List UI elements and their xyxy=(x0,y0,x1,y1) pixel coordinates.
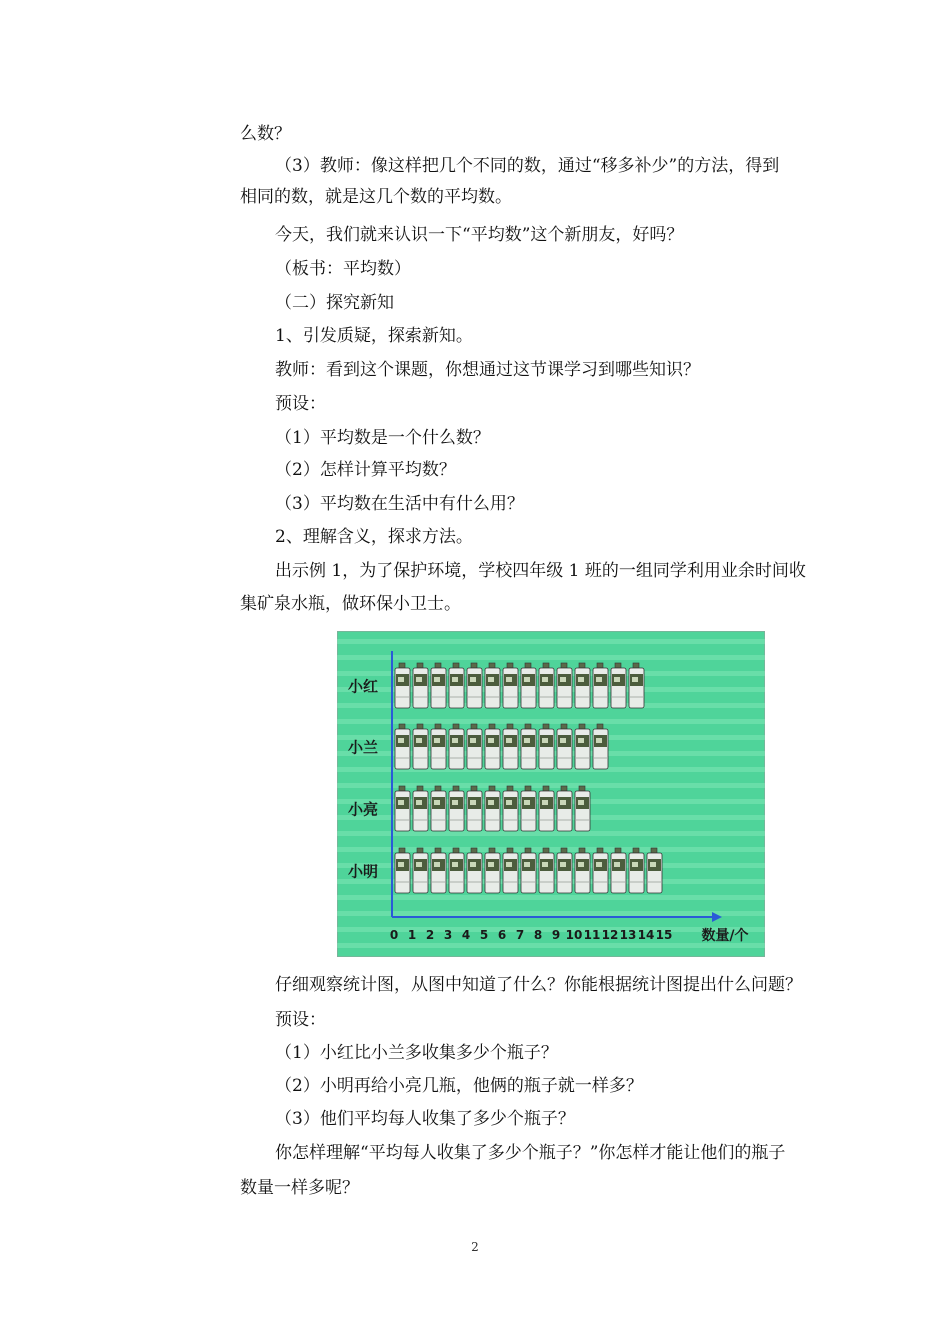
bottle-mark xyxy=(449,786,464,831)
paragraph-line: 预设： xyxy=(275,394,326,414)
bottle-mark xyxy=(521,663,536,708)
background-stripe xyxy=(337,831,765,836)
bottle-mark xyxy=(413,663,428,708)
bottle-mark xyxy=(539,848,554,893)
paragraph-line: 预设： xyxy=(275,1010,326,1030)
x-axis-label: 数量/个 xyxy=(701,928,749,944)
bottle-mark xyxy=(593,663,608,708)
bottle-mark xyxy=(395,663,410,708)
bottle-bar-chart xyxy=(337,631,765,957)
paragraph-line: 集矿泉水瓶，做环保小卫士。 xyxy=(240,594,461,614)
bottle-mark xyxy=(557,786,572,831)
category-label: 小明 xyxy=(347,862,379,881)
paragraph-line: 么数？ xyxy=(240,124,291,144)
section-heading: （二）探究新知 xyxy=(275,293,394,313)
list-item: （3）他们平均每人收集了多少个瓶子？ xyxy=(275,1109,575,1129)
x-tick-label: 11 xyxy=(583,928,601,942)
paragraph-line: 相同的数，就是这几个数的平均数。 xyxy=(240,187,512,207)
list-item: （1）平均数是一个什么数？ xyxy=(275,428,490,448)
background-stripe xyxy=(337,719,765,724)
x-tick-label: 13 xyxy=(619,928,637,942)
category-label: 小红 xyxy=(347,677,379,696)
bottle-mark xyxy=(431,786,446,831)
bottle-mark xyxy=(467,786,482,831)
bottle-mark xyxy=(503,786,518,831)
bottle-mark xyxy=(557,663,572,708)
bottle-mark xyxy=(449,724,464,769)
bottle-mark xyxy=(395,724,410,769)
paragraph-line: 数量一样多呢？ xyxy=(240,1178,359,1198)
x-tick-label: 0 xyxy=(389,928,399,942)
bottle-mark xyxy=(503,848,518,893)
background-stripe xyxy=(337,639,765,644)
bottle-mark xyxy=(431,848,446,893)
x-tick-label: 6 xyxy=(497,928,507,942)
category-label: 小兰 xyxy=(347,738,379,757)
bottle-mark xyxy=(431,724,446,769)
background-stripe xyxy=(337,895,765,900)
bottle-mark xyxy=(539,724,554,769)
x-tick-label: 15 xyxy=(655,928,673,942)
x-tick-label: 10 xyxy=(565,928,583,942)
paragraph-line: 今天，我们就来认识一下“平均数”这个新朋友，好吗？ xyxy=(275,225,684,245)
list-item: （1）小红比小兰多收集多少个瓶子？ xyxy=(275,1043,558,1063)
bottle-mark xyxy=(521,786,536,831)
bottle-mark xyxy=(413,786,428,831)
paragraph-line: 仔细观察统计图，从图中知道了什么？你能根据统计图提出什么问题？ xyxy=(275,975,802,995)
x-tick-label: 8 xyxy=(533,928,543,942)
paragraph-line: （3）教师：像这样把几个不同的数，通过“移多补少”的方法，得到 xyxy=(275,156,780,176)
bottle-mark xyxy=(431,663,446,708)
bottle-mark xyxy=(413,848,428,893)
bottle-mark xyxy=(449,663,464,708)
bottle-mark xyxy=(503,724,518,769)
bottle-mark xyxy=(467,663,482,708)
background-stripe xyxy=(337,655,765,660)
bottle-mark xyxy=(467,848,482,893)
x-tick-label: 3 xyxy=(443,928,453,942)
bottle-mark xyxy=(521,848,536,893)
bottle-mark xyxy=(575,848,590,893)
bottle-mark xyxy=(575,663,590,708)
paragraph-line: 你怎样理解“平均每人收集了多少个瓶子？”你怎样才能让他们的瓶子 xyxy=(275,1143,786,1163)
paragraph-line: 2、理解含义，探求方法。 xyxy=(275,527,473,547)
bottle-mark xyxy=(467,724,482,769)
bottle-mark xyxy=(593,848,608,893)
paragraph-line: 1、引发质疑，探索新知。 xyxy=(275,326,473,346)
paragraph-line: 教师：看到这个课题，你想通过这节课学习到哪些知识？ xyxy=(275,360,700,380)
bottle-mark xyxy=(575,724,590,769)
paragraph-line: （板书：平均数） xyxy=(275,259,411,279)
x-tick-label: 7 xyxy=(515,928,525,942)
bottle-mark xyxy=(539,663,554,708)
list-item: （2）小明再给小亮几瓶，他俩的瓶子就一样多？ xyxy=(275,1076,643,1096)
bottle-mark xyxy=(557,724,572,769)
x-tick-label: 1 xyxy=(407,928,417,942)
list-item: （3）平均数在生活中有什么用？ xyxy=(275,494,524,514)
list-item: （2）怎样计算平均数？ xyxy=(275,460,456,480)
bottle-mark xyxy=(593,724,608,769)
bottle-mark xyxy=(485,663,500,708)
bar-4 xyxy=(395,848,662,893)
page-number: 2 xyxy=(471,1240,479,1254)
bottle-mark xyxy=(413,724,428,769)
bottle-mark xyxy=(395,786,410,831)
bottle-mark xyxy=(611,663,626,708)
x-tick-label: 12 xyxy=(601,928,619,942)
bottle-mark xyxy=(539,786,554,831)
bottle-mark xyxy=(647,848,662,893)
x-tick-label: 14 xyxy=(637,928,655,942)
bottle-mark xyxy=(503,663,518,708)
bottle-mark xyxy=(395,848,410,893)
bottle-mark xyxy=(611,848,626,893)
x-tick-label: 4 xyxy=(461,928,471,942)
bottle-mark xyxy=(629,663,644,708)
x-tick-label: 5 xyxy=(479,928,489,942)
background-stripe xyxy=(337,911,765,916)
bottle-mark xyxy=(557,848,572,893)
bar-3 xyxy=(395,786,590,831)
bottle-mark xyxy=(521,724,536,769)
paragraph-line: 出示例 1，为了保护环境，学校四年级 1 班的一组同学利用业余时间收 xyxy=(275,561,806,581)
bottle-mark xyxy=(449,848,464,893)
x-tick-label: 9 xyxy=(551,928,561,942)
bottle-mark xyxy=(485,724,500,769)
bottle-mark xyxy=(629,848,644,893)
bottle-mark xyxy=(485,786,500,831)
x-tick-label: 2 xyxy=(425,928,435,942)
bottle-mark xyxy=(485,848,500,893)
category-label: 小亮 xyxy=(347,800,379,819)
bottle-mark xyxy=(575,786,590,831)
